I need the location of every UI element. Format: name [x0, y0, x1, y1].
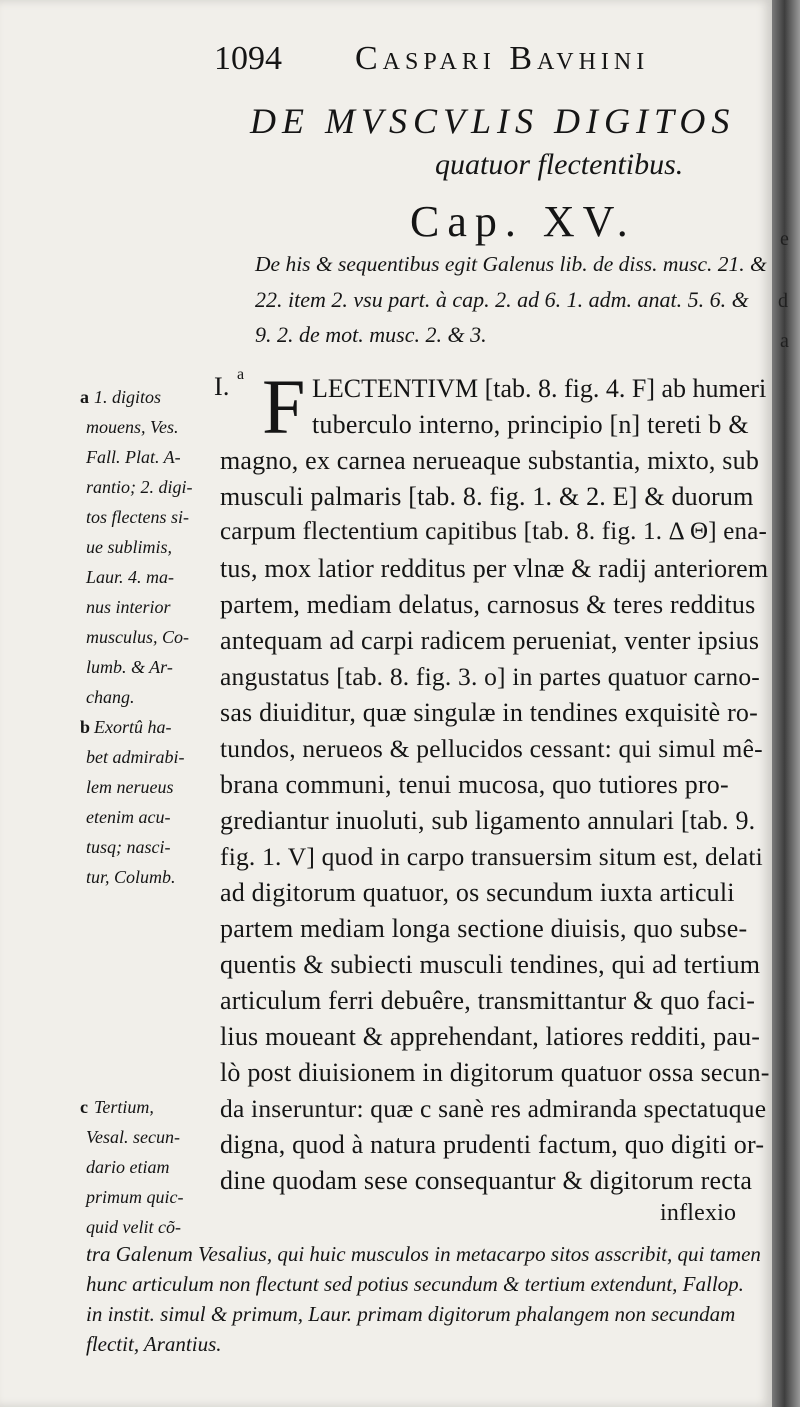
body-line: lius moueant & apprehendant, latiores redditi, pau- — [220, 1022, 761, 1051]
body-line: angustatus [tab. 8. fig. 3. o] in partes quatuor carno- — [220, 662, 760, 691]
note-marker: c — [80, 1097, 88, 1117]
note-line: Laur. 4. ma- — [86, 567, 175, 587]
body-line: antequam ad carpi radicem perueniat, venter ipsius — [220, 626, 760, 655]
note-line: musculus, Co- — [86, 627, 189, 647]
note-line: tusq; nasci- — [86, 837, 171, 857]
body-line: sas diuiditur, quæ singulæ in tendines exquisitè ro- — [220, 698, 758, 727]
footnote-line: tra Galenum Vesalius, qui huic musculos in metacarpo sitos asscribit, qui tamen — [86, 1242, 761, 1266]
body-line: tundos, nerueos & pellucidos cessant: qui simul mê- — [220, 734, 763, 763]
note-line: Vesal. secun- — [86, 1127, 180, 1147]
body-line: tus, mox latior redditus per vlnæ & radij anteriorem — [220, 554, 769, 583]
body-line: LECTENTIVM [tab. 8. fig. 4. F] ab humeri — [312, 374, 767, 403]
body-line: fig. 1. V] quod in carpo transuersim situm est, delati — [220, 842, 763, 871]
body-line: dine quodam sese consequantur & digitorum recta — [220, 1166, 753, 1195]
running-head: Caspari Bavhini — [355, 40, 650, 77]
note-marker: a — [80, 387, 89, 407]
footnote-line: flectit, Arantius. — [86, 1332, 222, 1356]
note-line: chang. — [86, 687, 135, 707]
note-line: nus interior — [86, 597, 171, 617]
intro-line: De his & sequentibus egit Galenus lib. de diss. musc. 21. & — [255, 252, 767, 276]
chapter-title: DE MVSCVLIS DIGITOS — [250, 101, 736, 141]
body-line: grediantur inuoluti, sub ligamento annulari [tab. 9. — [220, 806, 756, 835]
note-line: 1. digitos — [94, 387, 162, 407]
footnote-line: in instit. simul & primum, Laur. primam digitorum phalangem non secundam — [86, 1302, 736, 1326]
body-line: partem mediam longa sectione diuisis, quo subse- — [220, 914, 748, 943]
note-line: quid velit cõ- — [86, 1217, 181, 1237]
body-line: magno, ex carnea nerueaque substantia, mixto, sub — [220, 446, 760, 475]
note-line: bet admirabi- — [86, 747, 185, 767]
note-line: tos flectens si- — [86, 507, 189, 527]
body-line: ad digitorum quatuor, os secundum iuxta articuli — [220, 878, 735, 907]
body-line: tuberculo interno, principio [n] tereti b & — [312, 410, 749, 439]
note-line: ue sublimis, — [86, 537, 173, 557]
body-line: lò post diuisionem in digitorum quatuor ossa secun- — [220, 1058, 770, 1087]
intro-line: 22. item 2. vsu part. à cap. 2. ad 6. 1. adm. anat. 5. 6. & — [255, 287, 749, 312]
note-line: tur, Columb. — [86, 867, 176, 887]
note-line: Tertium, — [94, 1097, 154, 1117]
section-number: I. — [214, 372, 230, 401]
section-marker: a — [237, 366, 245, 383]
catchword: inflexio — [660, 1200, 737, 1226]
note-line: mouens, Ves. — [86, 417, 179, 437]
note-line: rantio; 2. digi- — [86, 477, 193, 497]
book-gutter: e d a — [772, 0, 800, 1407]
page-number: 1094 — [214, 40, 282, 77]
footnote-line: hunc articulum non flectunt sed potius secundum & tertium extendunt, Fallop. — [86, 1272, 744, 1296]
note-line: Exortû ha- — [94, 717, 172, 737]
note-line: primum quic- — [86, 1187, 184, 1207]
note-line: lem nerueus — [86, 777, 174, 797]
drop-cap: F — [262, 363, 306, 450]
note-line: etenim acu- — [86, 807, 171, 827]
body-line: brana communi, tenui mucosa, quo tutiores pro- — [220, 770, 729, 799]
body-line: da inseruntur: quæ c sanè res admiranda spectatuque — [220, 1094, 767, 1123]
chapter-number: Cap. XV. — [410, 197, 636, 246]
body-line: articulum ferri debuêre, transmittantur & quo faci- — [220, 986, 756, 1015]
body-line: carpum flectentium capitibus [tab. 8. fig. 1. Δ Θ] ena- — [220, 518, 768, 545]
chapter-subtitle: quatuor flectentibus. — [435, 148, 684, 181]
note-line: dario etiam — [86, 1157, 170, 1177]
intro-line: 9. 2. de mot. musc. 2. & 3. — [255, 322, 487, 347]
body-line: digna, quod à natura prudenti factum, quo digiti or- — [220, 1130, 765, 1159]
body-line: quentis & subiecti musculi tendines, qui ad tertium — [220, 950, 761, 979]
body-line: musculi palmaris [tab. 8. fig. 1. & 2. E] & duorum — [220, 482, 754, 511]
body-line: partem, mediam delatus, carnosus & teres redditus — [220, 590, 756, 619]
note-line: lumb. & Ar- — [86, 657, 173, 677]
note-line: Fall. Plat. A- — [86, 447, 181, 467]
note-marker: b — [80, 717, 91, 737]
